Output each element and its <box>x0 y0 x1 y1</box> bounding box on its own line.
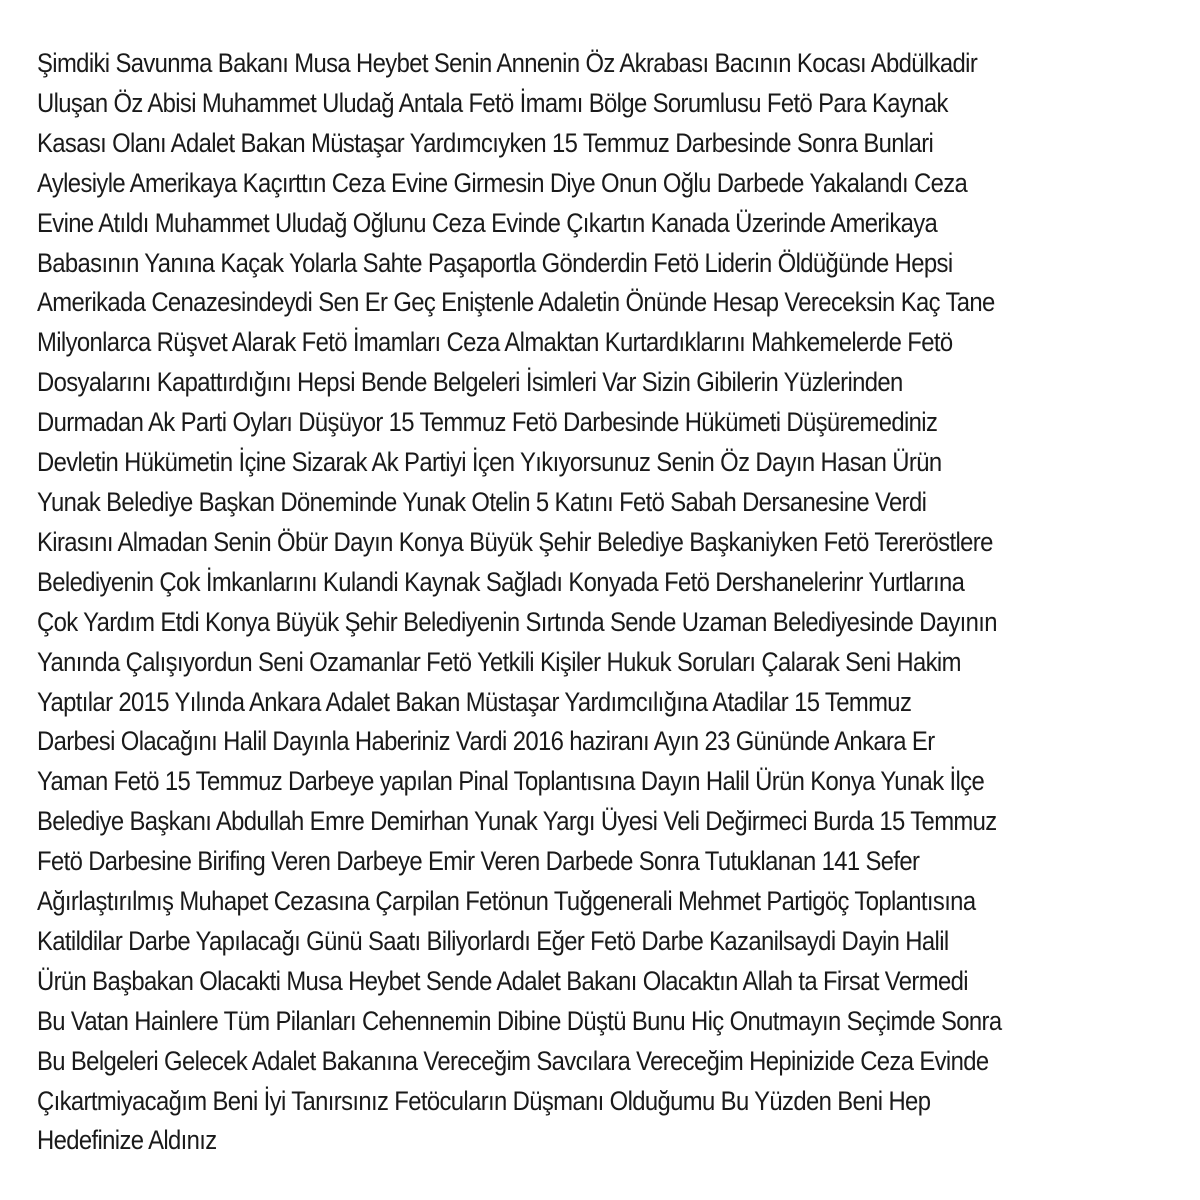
text-line-1: Şimdiki Savunma Bakanı Musa Heybet Senin Annenin Öz Akrabası Bacının Kocası Abdülkadir <box>37 48 978 78</box>
text-line-4: Aylesiyle Amerikaya Kaçırttın Ceza Evine Girmesin Diye Onun Oğlu Darbede Yakalandı Ceza <box>37 167 968 198</box>
text-line-21: Fetö Darbesine Birifing Veren Darbeye Emir Veren Darbede Sonra Tutuklanan 141 Sefer <box>37 846 920 877</box>
text-body <box>37 44 1063 1161</box>
text-line-20: Belediye Başkanı Abdullah Emre Demirhan Yunak Yargı Üyesi Veli Değirmeci Burda 15 Temmuz <box>37 806 997 837</box>
text-line-9: Dosyalarını Kapattırdığını Hepsi Bende Belgeleri İsimleri Var Sizin Gibilerin Yüzlerinden <box>37 367 903 398</box>
text-line-11: Devletin Hükümetin İçine Sizarak Ak Partiyi İçen Yıkıyorsunuz Senin Öz Dayın Hasan Ürün <box>37 447 942 478</box>
text-line-27: Çıkartmiyacağım Beni İyi Tanırsınız Fetöcuların Düşmanı Olduğumu Bu Yüzden Beni Hep <box>37 1085 931 1116</box>
text-line-18: Darbesi Olacağını Halil Dayınla Haberiniz Vardi 2016 haziranı Ayın 23 Gününde Ankara Er <box>37 726 935 757</box>
text-line-6: Babasının Yanına Kaçak Yolarla Sahte Paşaportla Gönderdin Fetö Liderin Öldüğünde Hepsi <box>37 247 953 278</box>
text-line-5: Evine Atıldı Muhammet Uludağ Oğlunu Ceza Evinde Çıkartın Kanada Üzerinde Amerikaya <box>37 207 938 238</box>
text-line-25: Bu Vatan Hainlere Tüm Pilanları Cehennemin Dibine Düştü Bunu Hiç Onutmayın Seçimde Sonra <box>37 1005 1002 1036</box>
text-line-8: Milyonlarca Rüşvet Alarak Fetö İmamları Ceza Almaktan Kurtardıklarını Mahkemelerde Fetö <box>37 327 953 358</box>
text-line-3: Kasası Olanı Adalet Bakan Müstaşar Yardımcıyken 15 Temmuz Darbesinde Sonra Bunlari <box>37 127 934 158</box>
text-line-15: Çok Yardım Etdi Konya Büyük Şehir Belediyenin Sırtında Sende Uzaman Belediyesinde Dayının <box>37 606 997 637</box>
text-line-19: Yaman Fetö 15 Temmuz Darbeye yapılan Pinal Toplantısına Dayın Halil Ürün Konya Yunak İlçe <box>37 766 985 797</box>
text-line-22: Ağırlaştırılmış Muhapet Cezasına Çarpilan Fetönun Tuğgenerali Mehmet Partigöç Toplantısına <box>37 886 976 917</box>
text-line-13: Kirasını Almadan Senin Öbür Dayın Konya Büyük Şehir Belediye Başkaniyken Fetö Tereröstlere <box>37 526 993 557</box>
text-line-7: Amerikada Cenazesindeydi Sen Er Geç Eniştenle Adaletin Önünde Hesap Vereceksin Kaç Tane <box>37 287 995 318</box>
text-line-14: Belediyenin Çok İmkanlarını Kulandi Kaynak Sağladı Konyada Fetö Dershanelerinr Yurtlarına <box>37 566 965 597</box>
text-line-2: Uluşan Öz Abisi Muhammet Uludağ Antala Fetö İmamı Bölge Sorumlusu Fetö Para Kaynak <box>37 87 948 118</box>
text-line-26: Bu Belgeleri Gelecek Adalet Bakanına Vereceğim Savcılara Vereceğim Hepinizide Ceza Evinde <box>37 1045 989 1076</box>
text-line-28: Hedefinize Aldınız <box>37 1125 217 1156</box>
text-line-12: Yunak Belediye Başkan Döneminde Yunak Otelin 5 Katını Fetö Sabah Dersanesine Verdi <box>37 486 927 517</box>
text-line-24: Ürün Başbakan Olacakti Musa Heybet Sende Adalet Bakanı Olacaktın Allah ta Firsat Vermedi <box>37 965 968 996</box>
text-line-16: Yanında Çalışıyordun Seni Ozamanlar Fetö Yetkili Kişiler Hukuk Soruları Çalarak Seni Hakim <box>37 646 961 677</box>
text-line-17: Yaptılar 2015 Yılında Ankara Adalet Bakan Müstaşar Yardımcılığına Atadilar 15 Temmuz <box>37 686 912 717</box>
text-line-10: Durmadan Ak Parti Oyları Düşüyor 15 Temmuz Fetö Darbesinde Hükümeti Düşüremediniz <box>37 407 938 438</box>
text-line-23: Katildilar Darbe Yapılacağı Günü Saatı Biliyorlardı Eğer Fetö Darbe Kazanilsaydi Dayin Halil <box>37 925 949 956</box>
